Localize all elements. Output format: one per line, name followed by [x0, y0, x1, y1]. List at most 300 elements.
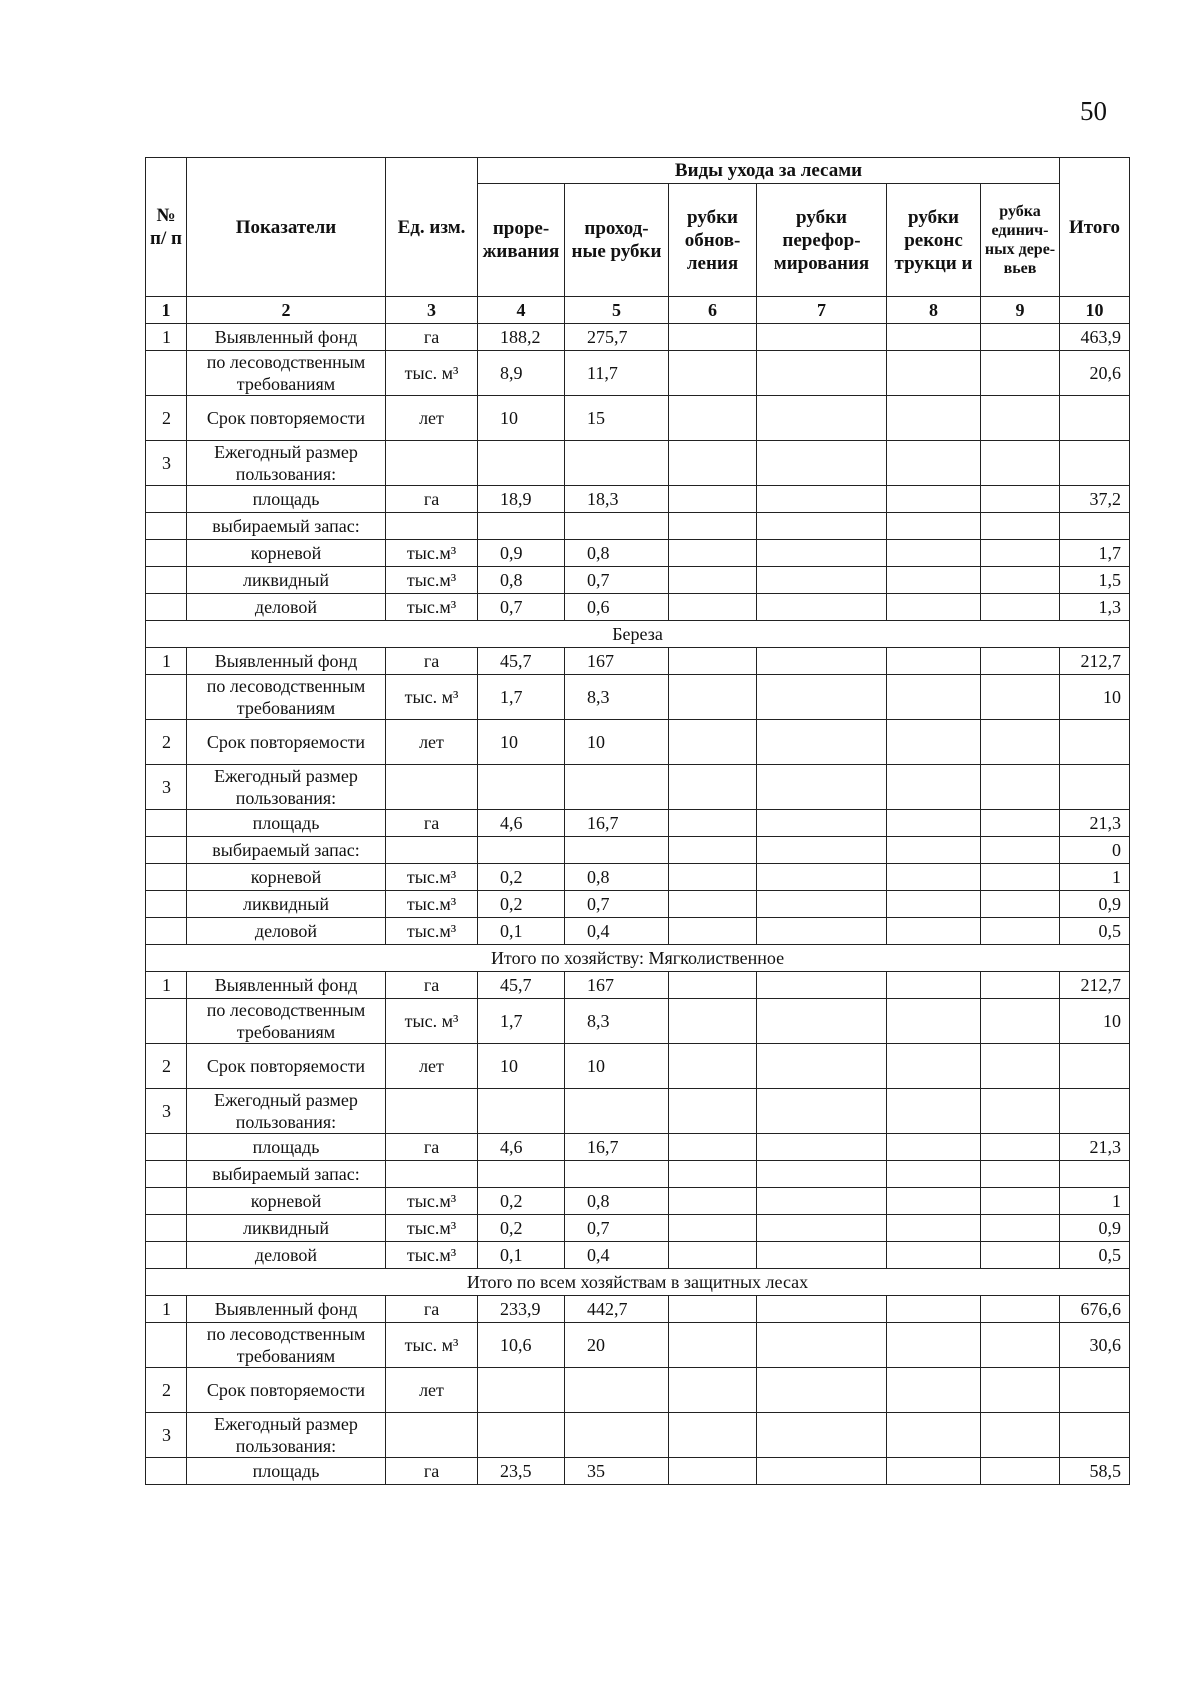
row-unit: [386, 1413, 478, 1458]
row-unit: тыс.м³: [386, 918, 478, 945]
row-unit: тыс.м³: [386, 594, 478, 621]
cell-renewal-cutting: [669, 1368, 757, 1413]
cell-single-tree-cutting: [981, 999, 1060, 1044]
cell-single-tree-cutting: [981, 1044, 1060, 1089]
table-row: [146, 837, 1130, 864]
cell-reconstruction-cutting: [887, 837, 981, 864]
header-types-caption: Виды ухода за лесами: [478, 158, 1060, 184]
header-unit: Ед. изм.: [386, 158, 478, 297]
row-unit: тыс. м³: [386, 1323, 478, 1368]
row-number: [146, 540, 187, 567]
column-index: 5: [565, 297, 669, 324]
column-index: 1: [146, 297, 187, 324]
cell-single-tree-cutting: [981, 1323, 1060, 1368]
cell-renewal-cutting: [669, 1215, 757, 1242]
cell-renewal-cutting: [669, 720, 757, 765]
cell-thinning: 18,9: [478, 486, 565, 513]
row-unit: га: [386, 324, 478, 351]
cell-reformation-cutting: [757, 396, 887, 441]
cell-reformation-cutting: [757, 486, 887, 513]
page-number: 50: [1080, 96, 1107, 126]
row-number: 2: [146, 396, 187, 441]
section-title: Итого по хозяйству: Мягколиственное: [146, 945, 1130, 972]
cell-thinning: 23,5: [478, 1458, 565, 1485]
cell-renewal-cutting: [669, 396, 757, 441]
cell-reconstruction-cutting: [887, 441, 981, 486]
cell-thinning: 0,9: [478, 540, 565, 567]
cell-single-tree-cutting: [981, 918, 1060, 945]
cell-passage-cutting: [565, 441, 669, 486]
cell-total: 10: [1060, 999, 1130, 1044]
cell-reconstruction-cutting: [887, 720, 981, 765]
cell-renewal-cutting: [669, 1413, 757, 1458]
table-row: [146, 351, 1130, 396]
row-unit: лет: [386, 1044, 478, 1089]
cell-renewal-cutting: [669, 1161, 757, 1188]
cell-single-tree-cutting: [981, 648, 1060, 675]
cell-passage-cutting: 0,8: [565, 540, 669, 567]
cell-single-tree-cutting: [981, 540, 1060, 567]
cell-renewal-cutting: [669, 441, 757, 486]
cell-thinning: [478, 765, 565, 810]
row-unit: лет: [386, 720, 478, 765]
cell-thinning: 10,6: [478, 1323, 565, 1368]
cell-renewal-cutting: [669, 594, 757, 621]
cell-reconstruction-cutting: [887, 972, 981, 999]
cell-single-tree-cutting: [981, 396, 1060, 441]
cell-single-tree-cutting: [981, 594, 1060, 621]
cell-single-tree-cutting: [981, 351, 1060, 396]
row-indicator: выбираемый запас:: [187, 837, 386, 864]
row-number: [146, 513, 187, 540]
column-index: 8: [887, 297, 981, 324]
cell-total: [1060, 1089, 1130, 1134]
cell-passage-cutting: [565, 765, 669, 810]
row-indicator: площадь: [187, 1458, 386, 1485]
cell-total: [1060, 1368, 1130, 1413]
cell-renewal-cutting: [669, 972, 757, 999]
table-row: [146, 720, 1130, 765]
cell-single-tree-cutting: [981, 1458, 1060, 1485]
cell-passage-cutting: 18,3: [565, 486, 669, 513]
table-row: [146, 1242, 1130, 1269]
row-unit: [386, 441, 478, 486]
cell-thinning: 45,7: [478, 648, 565, 675]
cell-reconstruction-cutting: [887, 1215, 981, 1242]
table-body: [146, 324, 1130, 1485]
row-unit: тыс. м³: [386, 999, 478, 1044]
cell-passage-cutting: 275,7: [565, 324, 669, 351]
cell-thinning: 4,6: [478, 810, 565, 837]
cell-reconstruction-cutting: [887, 765, 981, 810]
table-row: [146, 864, 1130, 891]
cell-passage-cutting: 35: [565, 1458, 669, 1485]
column-index-row: [146, 297, 1130, 324]
header-type-reformation-cutting: рубки перефор-мирования: [757, 184, 887, 297]
cell-reformation-cutting: [757, 324, 887, 351]
cell-reconstruction-cutting: [887, 999, 981, 1044]
cell-renewal-cutting: [669, 810, 757, 837]
table-row: [146, 567, 1130, 594]
cell-reconstruction-cutting: [887, 1242, 981, 1269]
cell-single-tree-cutting: [981, 1296, 1060, 1323]
cell-reformation-cutting: [757, 1188, 887, 1215]
cell-reformation-cutting: [757, 351, 887, 396]
cell-reconstruction-cutting: [887, 1296, 981, 1323]
cell-reconstruction-cutting: [887, 324, 981, 351]
cell-reconstruction-cutting: [887, 396, 981, 441]
cell-single-tree-cutting: [981, 441, 1060, 486]
row-number: [146, 1161, 187, 1188]
cell-thinning: 0,7: [478, 594, 565, 621]
row-unit: га: [386, 486, 478, 513]
column-index: 3: [386, 297, 478, 324]
cell-renewal-cutting: [669, 1188, 757, 1215]
cell-renewal-cutting: [669, 324, 757, 351]
cell-renewal-cutting: [669, 567, 757, 594]
row-indicator: Ежегодный размер пользования:: [187, 1413, 386, 1458]
cell-total: [1060, 513, 1130, 540]
row-number: [146, 675, 187, 720]
row-indicator: Срок повторяемости: [187, 720, 386, 765]
cell-renewal-cutting: [669, 918, 757, 945]
cell-reformation-cutting: [757, 675, 887, 720]
cell-single-tree-cutting: [981, 1215, 1060, 1242]
cell-total: [1060, 441, 1130, 486]
row-indicator: по лесоводственным требованиям: [187, 999, 386, 1044]
cell-thinning: [478, 1161, 565, 1188]
cell-reconstruction-cutting: [887, 486, 981, 513]
cell-passage-cutting: 8,3: [565, 999, 669, 1044]
cell-thinning: 8,9: [478, 351, 565, 396]
cell-total: 0,9: [1060, 891, 1130, 918]
cell-passage-cutting: 0,8: [565, 1188, 669, 1215]
table-row: [146, 1215, 1130, 1242]
cell-single-tree-cutting: [981, 765, 1060, 810]
row-indicator: Срок повторяемости: [187, 1044, 386, 1089]
row-indicator: Выявленный фонд: [187, 648, 386, 675]
row-unit: [386, 765, 478, 810]
cell-reformation-cutting: [757, 810, 887, 837]
cell-passage-cutting: [565, 1368, 669, 1413]
cell-reconstruction-cutting: [887, 648, 981, 675]
cell-passage-cutting: 442,7: [565, 1296, 669, 1323]
cell-passage-cutting: 167: [565, 648, 669, 675]
row-indicator: деловой: [187, 1242, 386, 1269]
section-row: [146, 1269, 1130, 1296]
cell-reformation-cutting: [757, 1368, 887, 1413]
cell-renewal-cutting: [669, 891, 757, 918]
cell-single-tree-cutting: [981, 720, 1060, 765]
cell-reconstruction-cutting: [887, 864, 981, 891]
cell-passage-cutting: 15: [565, 396, 669, 441]
cell-total: 1,3: [1060, 594, 1130, 621]
row-unit: га: [386, 1296, 478, 1323]
cell-total: 1,5: [1060, 567, 1130, 594]
cell-single-tree-cutting: [981, 567, 1060, 594]
cell-single-tree-cutting: [981, 324, 1060, 351]
cell-reformation-cutting: [757, 567, 887, 594]
cell-thinning: 10: [478, 720, 565, 765]
cell-total: 1,7: [1060, 540, 1130, 567]
cell-reformation-cutting: [757, 1161, 887, 1188]
row-unit: тыс.м³: [386, 891, 478, 918]
cell-thinning: [478, 837, 565, 864]
row-number: [146, 1134, 187, 1161]
cell-total: 463,9: [1060, 324, 1130, 351]
table-row: [146, 1368, 1130, 1413]
row-indicator: деловой: [187, 918, 386, 945]
cell-total: [1060, 1161, 1130, 1188]
cell-single-tree-cutting: [981, 1089, 1060, 1134]
row-indicator: ликвидный: [187, 1215, 386, 1242]
cell-reconstruction-cutting: [887, 1413, 981, 1458]
row-unit: лет: [386, 396, 478, 441]
row-number: [146, 864, 187, 891]
cell-thinning: [478, 1089, 565, 1134]
cell-reformation-cutting: [757, 864, 887, 891]
cell-single-tree-cutting: [981, 1413, 1060, 1458]
cell-total: 0,5: [1060, 918, 1130, 945]
cell-reconstruction-cutting: [887, 1188, 981, 1215]
table-row: [146, 648, 1130, 675]
row-indicator: по лесоводственным требованиям: [187, 351, 386, 396]
cell-renewal-cutting: [669, 486, 757, 513]
cell-reconstruction-cutting: [887, 567, 981, 594]
header-type-reconstruction-cutting: рубки реконс трукци и: [887, 184, 981, 297]
table-row: [146, 999, 1130, 1044]
row-unit: тыс.м³: [386, 1215, 478, 1242]
cell-single-tree-cutting: [981, 675, 1060, 720]
row-number: [146, 1242, 187, 1269]
cell-passage-cutting: 0,7: [565, 1215, 669, 1242]
table-row: [146, 1323, 1130, 1368]
cell-total: 58,5: [1060, 1458, 1130, 1485]
row-unit: тыс.м³: [386, 1188, 478, 1215]
row-number: [146, 567, 187, 594]
cell-passage-cutting: 0,8: [565, 864, 669, 891]
cell-reconstruction-cutting: [887, 1458, 981, 1485]
row-indicator: деловой: [187, 594, 386, 621]
row-number: 2: [146, 720, 187, 765]
cell-total: [1060, 1413, 1130, 1458]
row-number: [146, 999, 187, 1044]
table-row: [146, 594, 1130, 621]
cell-thinning: 0,2: [478, 864, 565, 891]
header-type-passage-cutting: проход-ные рубки: [565, 184, 669, 297]
table-row: [146, 1458, 1130, 1485]
cell-thinning: 0,1: [478, 918, 565, 945]
cell-passage-cutting: 16,7: [565, 810, 669, 837]
row-indicator: площадь: [187, 1134, 386, 1161]
cell-reformation-cutting: [757, 1215, 887, 1242]
cell-passage-cutting: 167: [565, 972, 669, 999]
row-number: 2: [146, 1044, 187, 1089]
cell-thinning: 0,2: [478, 891, 565, 918]
cell-renewal-cutting: [669, 999, 757, 1044]
column-index: 6: [669, 297, 757, 324]
row-unit: га: [386, 810, 478, 837]
table-row: [146, 513, 1130, 540]
cell-reformation-cutting: [757, 1323, 887, 1368]
row-unit: тыс. м³: [386, 675, 478, 720]
row-unit: лет: [386, 1368, 478, 1413]
cell-total: [1060, 1044, 1130, 1089]
header-indicators: Показатели: [187, 158, 386, 297]
cell-single-tree-cutting: [981, 513, 1060, 540]
cell-thinning: [478, 441, 565, 486]
column-index: 4: [478, 297, 565, 324]
cell-reconstruction-cutting: [887, 513, 981, 540]
cell-total: 20,6: [1060, 351, 1130, 396]
cell-single-tree-cutting: [981, 1368, 1060, 1413]
cell-passage-cutting: 0,6: [565, 594, 669, 621]
cell-thinning: 0,2: [478, 1215, 565, 1242]
cell-reconstruction-cutting: [887, 675, 981, 720]
table-row: [146, 1161, 1130, 1188]
cell-single-tree-cutting: [981, 1242, 1060, 1269]
row-number: 3: [146, 1089, 187, 1134]
cell-total: 212,7: [1060, 972, 1130, 999]
cell-reformation-cutting: [757, 1296, 887, 1323]
cell-reformation-cutting: [757, 972, 887, 999]
table-row: [146, 1044, 1130, 1089]
cell-thinning: 1,7: [478, 675, 565, 720]
header-no: № п/ п: [146, 158, 187, 297]
cell-renewal-cutting: [669, 1089, 757, 1134]
row-indicator: Выявленный фонд: [187, 324, 386, 351]
column-index: 9: [981, 297, 1060, 324]
section-title: Береза: [146, 621, 1130, 648]
row-number: [146, 810, 187, 837]
cell-reconstruction-cutting: [887, 1089, 981, 1134]
cell-total: [1060, 765, 1130, 810]
cell-thinning: 233,9: [478, 1296, 565, 1323]
cell-reconstruction-cutting: [887, 1368, 981, 1413]
cell-total: 1: [1060, 1188, 1130, 1215]
cell-passage-cutting: 0,7: [565, 891, 669, 918]
header-type-thinning: проре-живания: [478, 184, 565, 297]
cell-passage-cutting: [565, 1161, 669, 1188]
cell-passage-cutting: 16,7: [565, 1134, 669, 1161]
cell-passage-cutting: 20: [565, 1323, 669, 1368]
header-type-renewal-cutting: рубки обнов-ления: [669, 184, 757, 297]
cell-thinning: 10: [478, 1044, 565, 1089]
row-indicator: корневой: [187, 1188, 386, 1215]
row-number: 1: [146, 324, 187, 351]
row-unit: га: [386, 1458, 478, 1485]
row-indicator: по лесоводственным требованиям: [187, 1323, 386, 1368]
cell-thinning: 4,6: [478, 1134, 565, 1161]
cell-passage-cutting: [565, 837, 669, 864]
row-unit: тыс.м³: [386, 1242, 478, 1269]
table-row: [146, 1188, 1130, 1215]
table-row: [146, 486, 1130, 513]
section-row: [146, 621, 1130, 648]
row-number: [146, 1458, 187, 1485]
header-type-single-tree-cutting: рубка единич-ных дере-вьев: [981, 184, 1060, 297]
cell-reformation-cutting: [757, 999, 887, 1044]
cell-total: 10: [1060, 675, 1130, 720]
cell-passage-cutting: 11,7: [565, 351, 669, 396]
table-row: [146, 765, 1130, 810]
table-row: [146, 972, 1130, 999]
row-number: 3: [146, 1413, 187, 1458]
row-unit: тыс.м³: [386, 540, 478, 567]
row-number: [146, 1188, 187, 1215]
cell-passage-cutting: 0,7: [565, 567, 669, 594]
row-indicator: Ежегодный размер пользования:: [187, 1089, 386, 1134]
cell-reformation-cutting: [757, 540, 887, 567]
cell-passage-cutting: [565, 1413, 669, 1458]
row-indicator: выбираемый запас:: [187, 513, 386, 540]
cell-total: [1060, 720, 1130, 765]
cell-total: 21,3: [1060, 1134, 1130, 1161]
cell-renewal-cutting: [669, 1044, 757, 1089]
cell-reconstruction-cutting: [887, 351, 981, 396]
row-number: [146, 351, 187, 396]
cell-reconstruction-cutting: [887, 1134, 981, 1161]
cell-reconstruction-cutting: [887, 540, 981, 567]
row-number: 3: [146, 765, 187, 810]
cell-renewal-cutting: [669, 1134, 757, 1161]
cell-total: 676,6: [1060, 1296, 1130, 1323]
forest-care-table: [145, 157, 1130, 1485]
row-number: [146, 891, 187, 918]
row-indicator: корневой: [187, 540, 386, 567]
cell-thinning: 10: [478, 396, 565, 441]
row-indicator: площадь: [187, 486, 386, 513]
table-row: [146, 918, 1130, 945]
cell-passage-cutting: 8,3: [565, 675, 669, 720]
cell-thinning: [478, 513, 565, 540]
cell-thinning: 188,2: [478, 324, 565, 351]
cell-single-tree-cutting: [981, 1134, 1060, 1161]
row-unit: га: [386, 972, 478, 999]
section-row: [146, 945, 1130, 972]
row-unit: га: [386, 648, 478, 675]
cell-renewal-cutting: [669, 1242, 757, 1269]
cell-total: [1060, 396, 1130, 441]
cell-renewal-cutting: [669, 513, 757, 540]
cell-reconstruction-cutting: [887, 1161, 981, 1188]
cell-reformation-cutting: [757, 720, 887, 765]
row-indicator: Выявленный фонд: [187, 1296, 386, 1323]
cell-reformation-cutting: [757, 918, 887, 945]
row-number: [146, 486, 187, 513]
cell-renewal-cutting: [669, 864, 757, 891]
row-indicator: корневой: [187, 864, 386, 891]
cell-total: 21,3: [1060, 810, 1130, 837]
table-row: [146, 396, 1130, 441]
cell-single-tree-cutting: [981, 486, 1060, 513]
cell-renewal-cutting: [669, 351, 757, 396]
table-row: [146, 891, 1130, 918]
column-index: 10: [1060, 297, 1130, 324]
cell-total: 0,5: [1060, 1242, 1130, 1269]
cell-thinning: [478, 1413, 565, 1458]
table-row: [146, 675, 1130, 720]
cell-reformation-cutting: [757, 1413, 887, 1458]
row-unit: [386, 513, 478, 540]
section-title: Итого по всем хозяйствам в защитных лесах: [146, 1269, 1130, 1296]
row-indicator: Выявленный фонд: [187, 972, 386, 999]
row-unit: [386, 837, 478, 864]
cell-thinning: 0,8: [478, 567, 565, 594]
cell-reconstruction-cutting: [887, 891, 981, 918]
cell-renewal-cutting: [669, 1323, 757, 1368]
cell-single-tree-cutting: [981, 1188, 1060, 1215]
